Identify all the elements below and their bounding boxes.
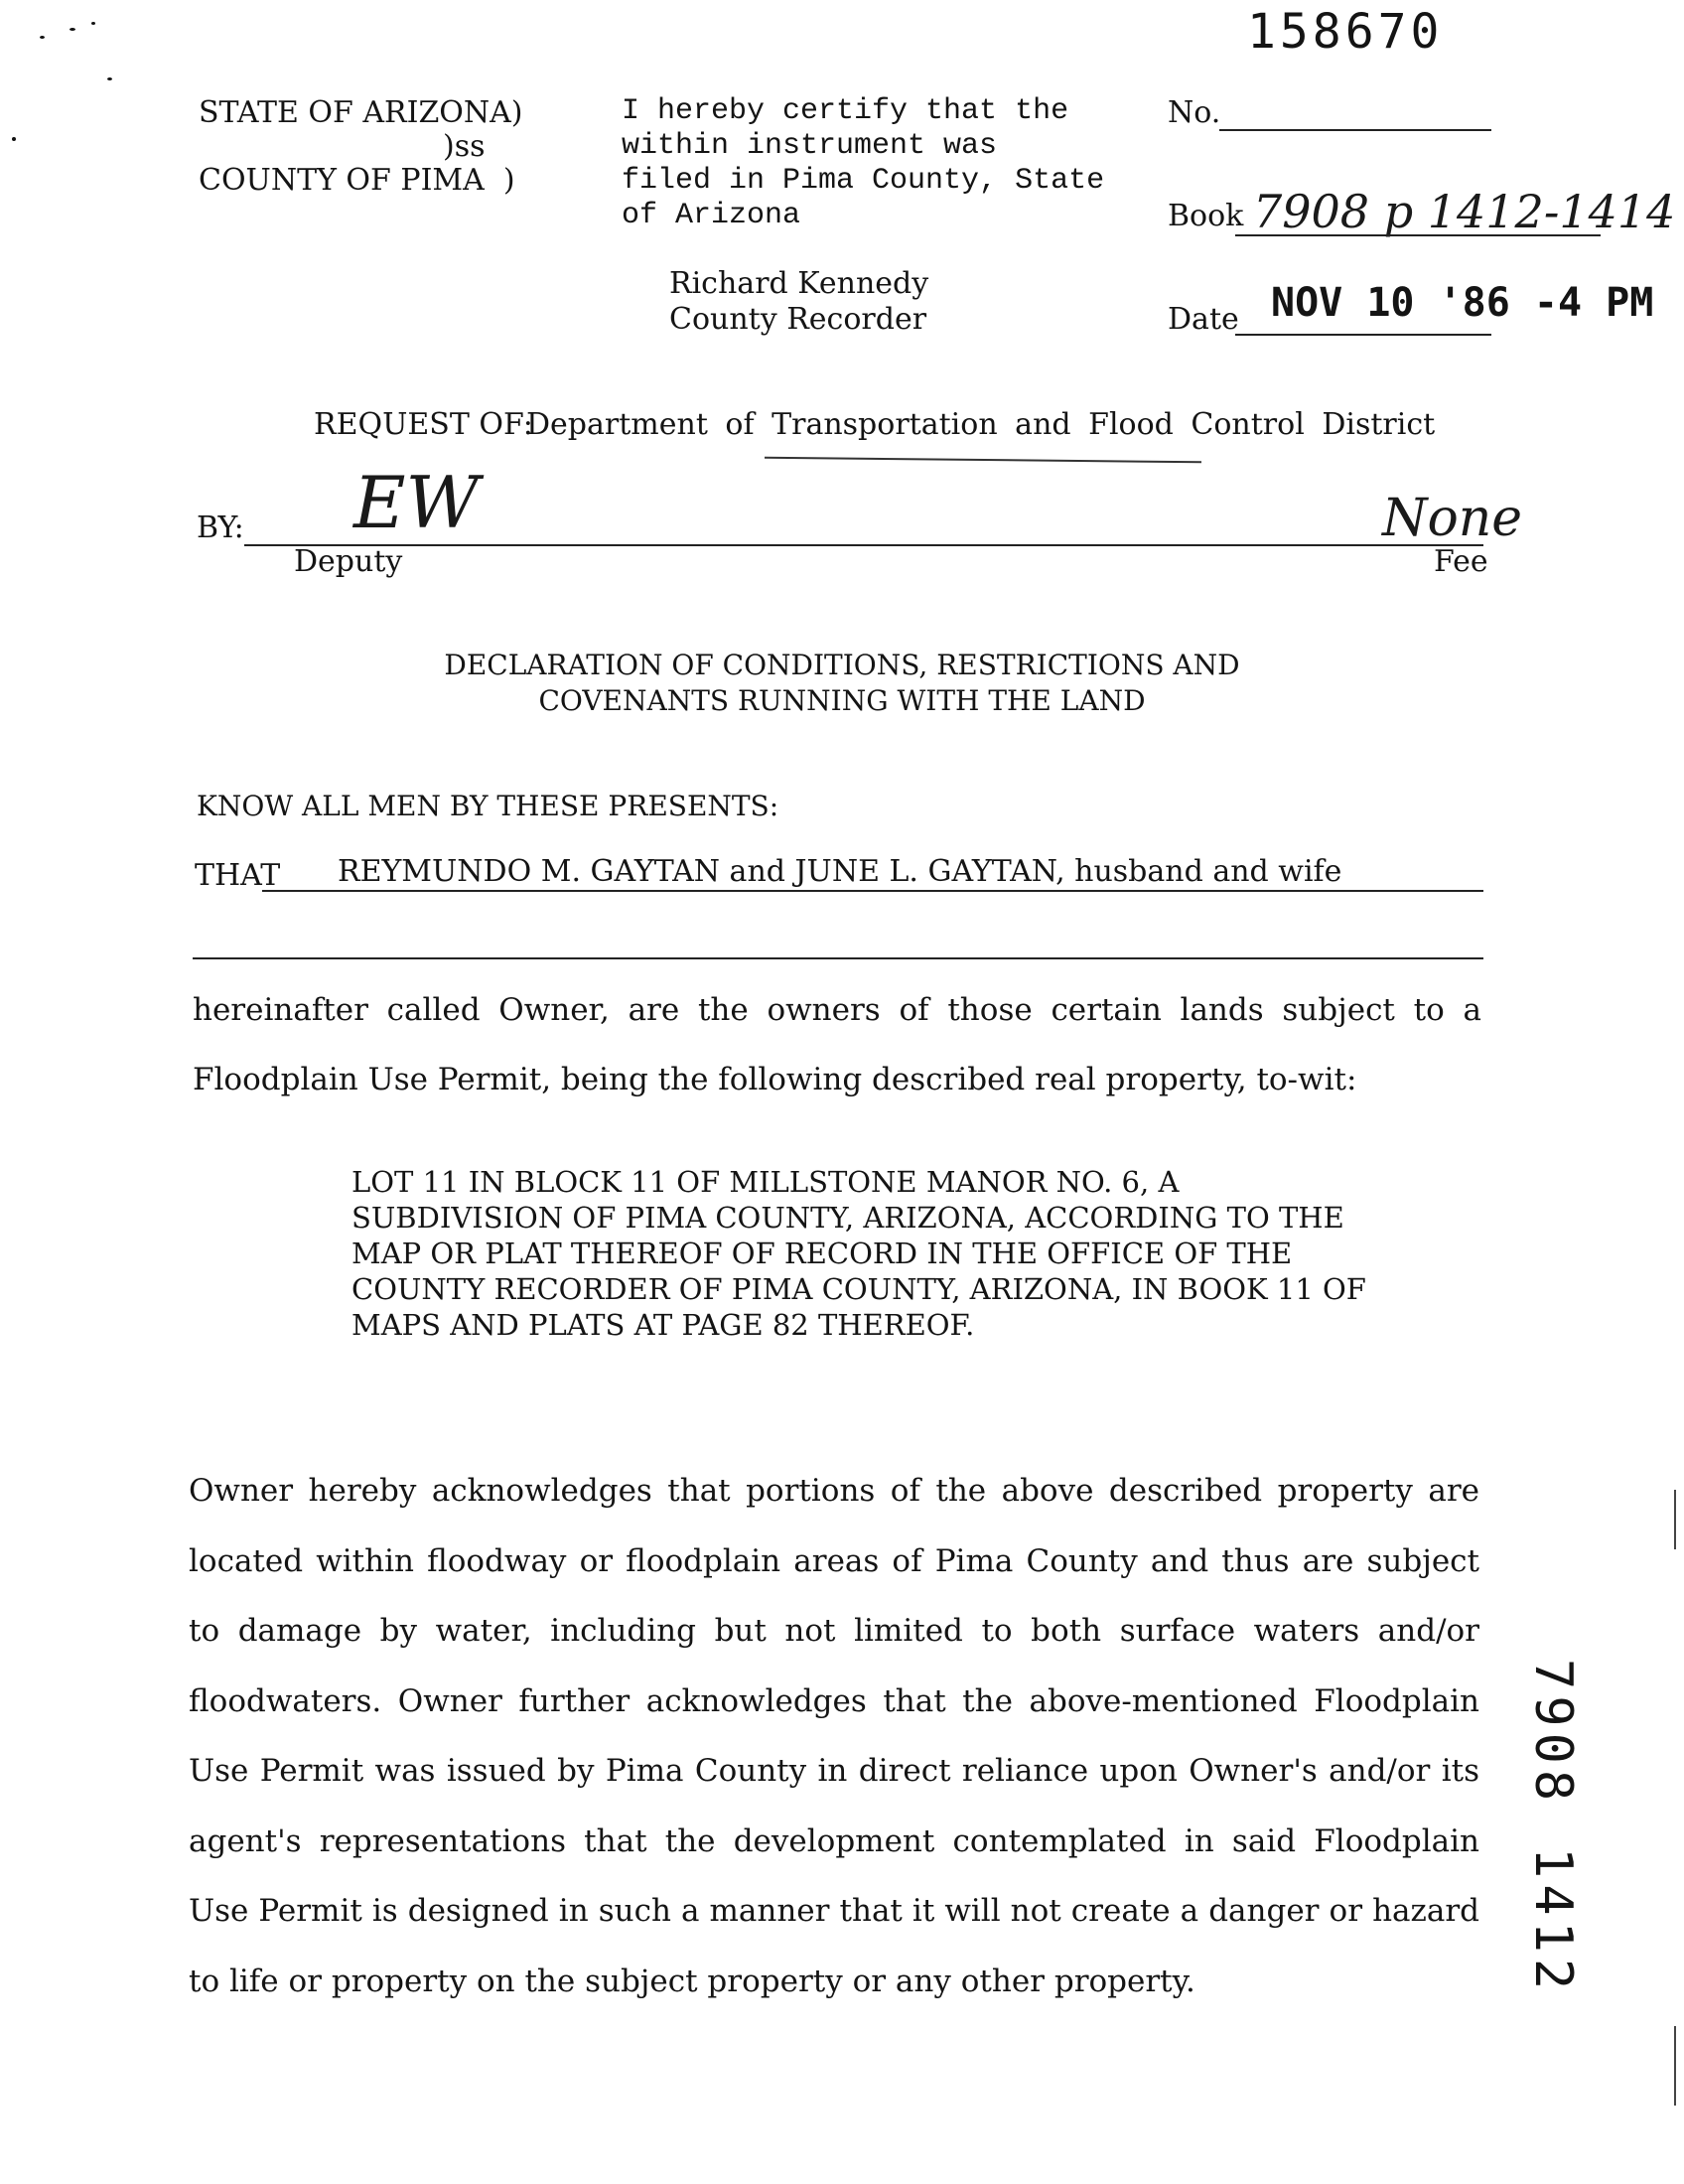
recorder-name: Richard Kennedy (669, 266, 929, 301)
request-label: REQUEST OF: (314, 407, 533, 442)
certification-line-4: of Arizona (622, 199, 801, 232)
fee-value: None (1382, 489, 1523, 548)
date-underline (1235, 334, 1491, 336)
recorder-title: County Recorder (669, 302, 927, 337)
date-label: Date (1168, 302, 1239, 337)
by-underline (244, 544, 1483, 546)
fee-label: Fee (1434, 544, 1488, 579)
scan-speck (40, 36, 45, 39)
margin-stamp-book: 7908 (1523, 1659, 1583, 1808)
document-number: 158670 (1247, 4, 1444, 60)
book-label: Book (1168, 199, 1244, 233)
no-underline (1219, 129, 1491, 131)
by-label: BY: (197, 510, 244, 545)
request-value: Department of Transportation and Flood Control District (526, 407, 1436, 442)
scan-speck (70, 28, 75, 31)
venue-state: STATE OF ARIZONA) (199, 95, 523, 130)
scan-edge-mark (1674, 1490, 1676, 1549)
certification-line-1: I hereby certify that the (622, 94, 1069, 128)
certification-line-2: within instrument was (622, 129, 998, 163)
book-underline (1235, 234, 1601, 236)
request-handwritten-underline (765, 457, 1201, 464)
legal-description: LOT 11 IN BLOCK 11 OF MILLSTONE MANOR NO. 6, A SUBDIVISION OF PIMA COUNTY, ARIZONA, ACCORDING TO THE MAP OR PLAT THEREOF OF RECORD IN THE OFFICE OF THE COUNTY RECORDER OF PIMA COUNTY, ARIZONA, IN BOOK 11 OF MAPS AND PLATS AT PAGE 82 THEREOF. (351, 1165, 1366, 1342)
that-underline-2 (193, 957, 1483, 959)
deputy-signature: EW (353, 461, 480, 544)
scan-speck (12, 137, 16, 141)
declaration-title-line-1: DECLARATION OF CONDITIONS, RESTRICTIONS AND (444, 649, 1240, 681)
scan-edge-mark (1674, 2026, 1676, 2106)
that-value: REYMUNDO M. GAYTAN and JUNE L. GAYTAN, husband and wife (338, 854, 1342, 889)
acknowledgement-paragraph: Owner hereby acknowledges that portions of the above described property are located within floodway or floodplain areas of Pima County and thus are subject to damage by water, including but not limited to both surface waters and/or floodwaters. Owner further acknowledges that the above-mentioned Floodplain Use Permit was issued by Pima County in direct reliance upon Owner's and/or its agent's representations that the development contemplated in said Floodplain Use Permit is designed in such a manner that it will not create a danger or hazard to life or property on the subject property or any other property. (189, 1473, 1479, 1999)
that-label: THAT (195, 858, 281, 893)
scan-speck (107, 77, 112, 80)
date-stamp: NOV 10 '86 -4 PM (1271, 280, 1654, 326)
scan-speck (91, 22, 95, 25)
deputy-label: Deputy (294, 544, 403, 579)
owner-paragraph: hereinafter called Owner, are the owners of those certain lands subject to a Floodplain Use Permit, being the following described real property, to-wit: (193, 992, 1481, 1097)
that-underline-1 (262, 890, 1483, 892)
know-all-men: KNOW ALL MEN BY THESE PRESENTS: (197, 790, 779, 822)
venue-ss: )ss (443, 129, 486, 164)
declaration-title-line-2: COVENANTS RUNNING WITH THE LAND (538, 684, 1146, 717)
certification-line-3: filed in Pima County, State (622, 164, 1105, 198)
no-label: No. (1168, 95, 1221, 130)
margin-stamp-page: 1412 (1523, 1847, 1583, 1996)
book-value: 7908 p 1412-1414 (1253, 185, 1676, 238)
venue-county: COUNTY OF PIMA ) (199, 163, 515, 198)
